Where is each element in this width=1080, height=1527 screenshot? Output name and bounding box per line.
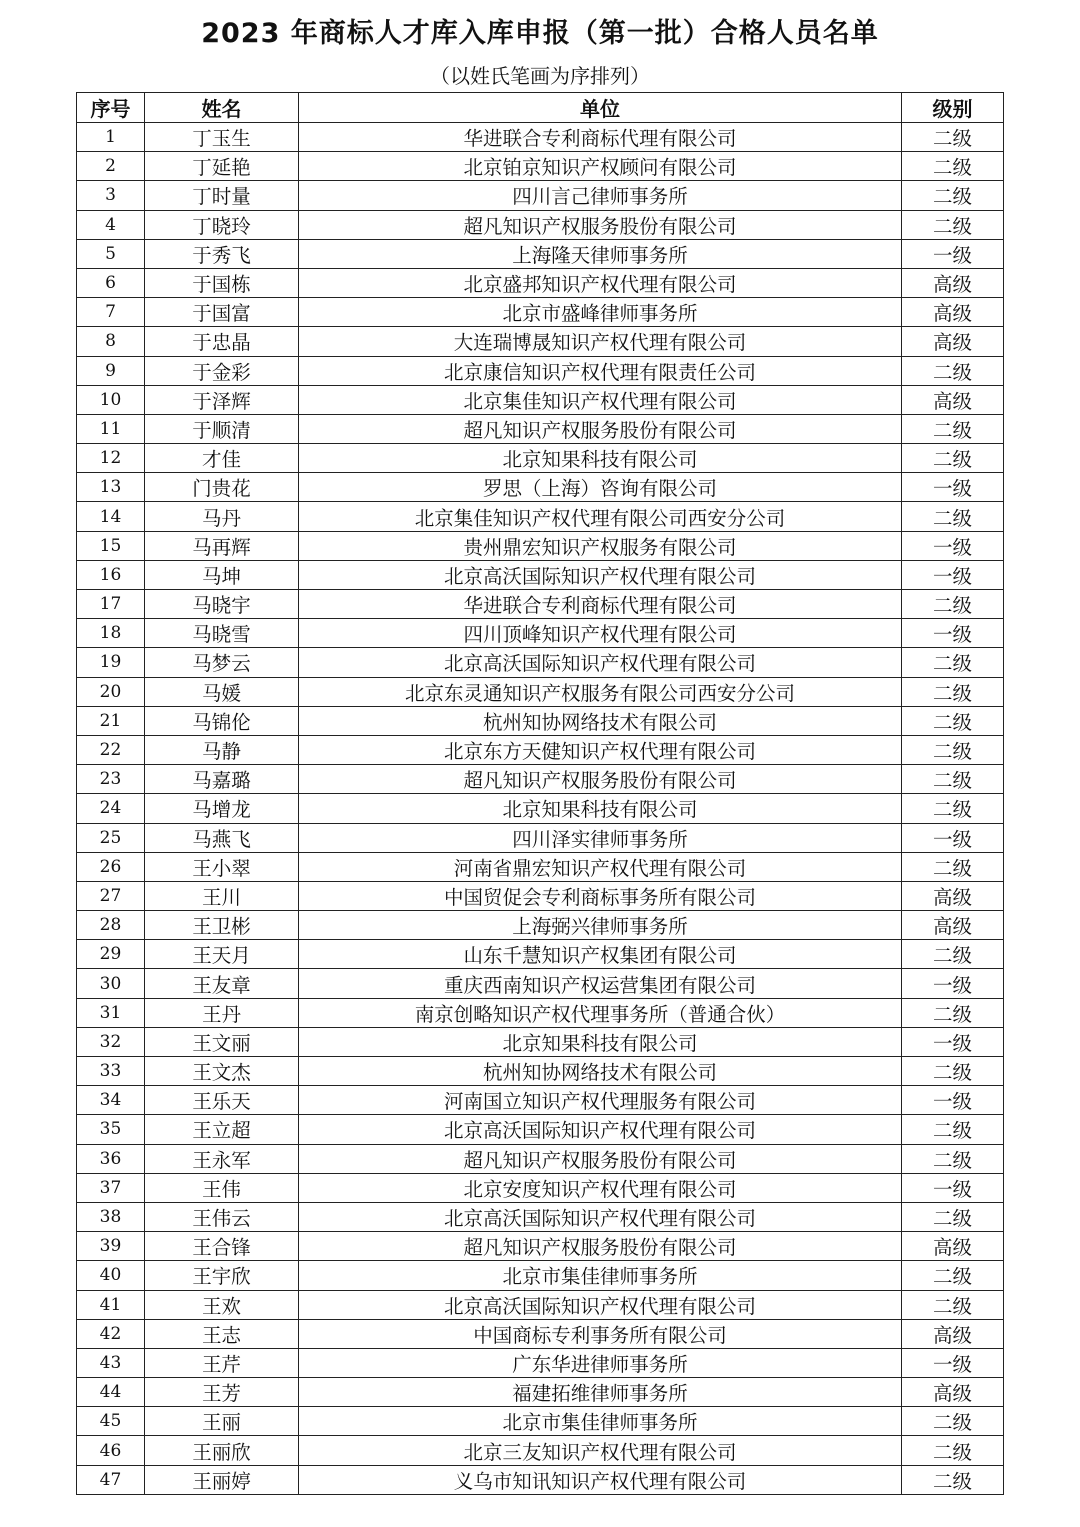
- cell-unit: 北京东灵通知识产权服务有限公司西安分公司: [299, 677, 902, 706]
- table-row: [77, 1378, 1004, 1407]
- cell-unit: 杭州知协网络技术有限公司: [299, 1057, 902, 1086]
- cell-name: 王卫彬: [145, 911, 299, 940]
- cell-level: 二级: [902, 152, 1004, 181]
- cell-name: 王丽婷: [145, 1465, 299, 1494]
- table-row: [77, 356, 1004, 385]
- cell-name: 马晓宇: [145, 590, 299, 619]
- cell-level: 二级: [902, 706, 1004, 735]
- cell-seq: 18: [77, 619, 145, 648]
- cell-unit: 北京东方天健知识产权代理有限公司: [299, 735, 902, 764]
- cell-level: 一级: [902, 1027, 1004, 1056]
- cell-seq: 37: [77, 1173, 145, 1202]
- cell-seq: 30: [77, 969, 145, 998]
- cell-level: 一级: [902, 473, 1004, 502]
- cell-level: 一级: [902, 1173, 1004, 1202]
- cell-seq: 26: [77, 852, 145, 881]
- cell-name: 马嘉璐: [145, 765, 299, 794]
- cell-unit: 大连瑞博晟知识产权代理有限公司: [299, 327, 902, 356]
- cell-level: 二级: [902, 1465, 1004, 1494]
- cell-unit: 北京集佳知识产权代理有限公司: [299, 385, 902, 414]
- cell-seq: 41: [77, 1290, 145, 1319]
- cell-level: 高级: [902, 1319, 1004, 1348]
- table-row: [77, 1086, 1004, 1115]
- table-row: [77, 531, 1004, 560]
- cell-level: 一级: [902, 969, 1004, 998]
- cell-seq: 13: [77, 473, 145, 502]
- cell-name: 于忠晶: [145, 327, 299, 356]
- cell-name: 马增龙: [145, 794, 299, 823]
- cell-unit: 北京盛邦知识产权代理有限公司: [299, 268, 902, 297]
- cell-unit: 福建拓维律师事务所: [299, 1378, 902, 1407]
- cell-seq: 34: [77, 1086, 145, 1115]
- table-row: [77, 794, 1004, 823]
- table-row: [77, 1261, 1004, 1290]
- cell-level: 二级: [902, 444, 1004, 473]
- cell-seq: 33: [77, 1057, 145, 1086]
- cell-unit: 河南省鼎宏知识产权代理有限公司: [299, 852, 902, 881]
- cell-level: 二级: [902, 735, 1004, 764]
- cell-seq: 17: [77, 590, 145, 619]
- cell-level: 一级: [902, 823, 1004, 852]
- cell-name: 王伟: [145, 1173, 299, 1202]
- cell-level: 二级: [902, 1261, 1004, 1290]
- cell-seq: 31: [77, 998, 145, 1027]
- cell-level: 二级: [902, 1115, 1004, 1144]
- cell-seq: 4: [77, 210, 145, 239]
- cell-level: 二级: [902, 794, 1004, 823]
- table-row: [77, 1115, 1004, 1144]
- table-row: [77, 1144, 1004, 1173]
- cell-level: 一级: [902, 1348, 1004, 1377]
- cell-unit: 北京市集佳律师事务所: [299, 1407, 902, 1436]
- cell-unit: 义乌市知讯知识产权代理有限公司: [299, 1465, 902, 1494]
- cell-seq: 42: [77, 1319, 145, 1348]
- cell-unit: 北京康信知识产权代理有限责任公司: [299, 356, 902, 385]
- table-row: [77, 1290, 1004, 1319]
- cell-unit: 超凡知识产权服务股份有限公司: [299, 765, 902, 794]
- table-row: [77, 677, 1004, 706]
- cell-seq: 36: [77, 1144, 145, 1173]
- cell-unit: 重庆西南知识产权运营集团有限公司: [299, 969, 902, 998]
- header-level: 级别: [902, 93, 1004, 123]
- cell-name: 王小翠: [145, 852, 299, 881]
- table-row: [77, 560, 1004, 589]
- cell-name: 马丹: [145, 502, 299, 531]
- cell-level: 二级: [902, 414, 1004, 443]
- table-row: [77, 298, 1004, 327]
- cell-level: 二级: [902, 356, 1004, 385]
- cell-unit: 华进联合专利商标代理有限公司: [299, 123, 902, 152]
- cell-name: 马燕飞: [145, 823, 299, 852]
- cell-level: 二级: [902, 648, 1004, 677]
- table-row: [77, 823, 1004, 852]
- cell-name: 门贵花: [145, 473, 299, 502]
- table-row: [77, 181, 1004, 210]
- cell-name: 马媛: [145, 677, 299, 706]
- table-row: [77, 123, 1004, 152]
- cell-unit: 北京知果科技有限公司: [299, 444, 902, 473]
- cell-seq: 8: [77, 327, 145, 356]
- cell-seq: 43: [77, 1348, 145, 1377]
- cell-unit: 杭州知协网络技术有限公司: [299, 706, 902, 735]
- cell-name: 马锦伦: [145, 706, 299, 735]
- cell-unit: 贵州鼎宏知识产权服务有限公司: [299, 531, 902, 560]
- cell-name: 丁玉生: [145, 123, 299, 152]
- cell-unit: 广东华进律师事务所: [299, 1348, 902, 1377]
- cell-seq: 15: [77, 531, 145, 560]
- cell-level: 高级: [902, 1232, 1004, 1261]
- cell-level: 二级: [902, 940, 1004, 969]
- cell-unit: 超凡知识产权服务股份有限公司: [299, 414, 902, 443]
- cell-name: 马坤: [145, 560, 299, 589]
- cell-level: 二级: [902, 181, 1004, 210]
- cell-unit: 北京高沃国际知识产权代理有限公司: [299, 560, 902, 589]
- cell-level: 高级: [902, 1378, 1004, 1407]
- table-row: [77, 911, 1004, 940]
- cell-name: 王宇欣: [145, 1261, 299, 1290]
- cell-unit: 河南国立知识产权代理服务有限公司: [299, 1086, 902, 1115]
- cell-level: 二级: [902, 123, 1004, 152]
- cell-seq: 32: [77, 1027, 145, 1056]
- cell-level: 一级: [902, 239, 1004, 268]
- table-row: [77, 940, 1004, 969]
- cell-seq: 21: [77, 706, 145, 735]
- cell-level: 高级: [902, 385, 1004, 414]
- cell-unit: 北京市集佳律师事务所: [299, 1261, 902, 1290]
- cell-seq: 12: [77, 444, 145, 473]
- cell-seq: 47: [77, 1465, 145, 1494]
- cell-unit: 北京铂京知识产权顾问有限公司: [299, 152, 902, 181]
- cell-unit: 北京高沃国际知识产权代理有限公司: [299, 648, 902, 677]
- cell-seq: 19: [77, 648, 145, 677]
- cell-level: 二级: [902, 502, 1004, 531]
- cell-name: 马再辉: [145, 531, 299, 560]
- cell-seq: 20: [77, 677, 145, 706]
- cell-level: 二级: [902, 998, 1004, 1027]
- cell-level: 二级: [902, 765, 1004, 794]
- cell-unit: 罗思（上海）咨询有限公司: [299, 473, 902, 502]
- cell-seq: 9: [77, 356, 145, 385]
- cell-unit: 华进联合专利商标代理有限公司: [299, 590, 902, 619]
- table-row: [77, 998, 1004, 1027]
- table-row: [77, 1232, 1004, 1261]
- table-row: [77, 1407, 1004, 1436]
- cell-seq: 7: [77, 298, 145, 327]
- cell-name: 丁延艳: [145, 152, 299, 181]
- cell-level: 二级: [902, 1407, 1004, 1436]
- cell-unit: 北京高沃国际知识产权代理有限公司: [299, 1202, 902, 1231]
- cell-level: 二级: [902, 852, 1004, 881]
- cell-name: 马晓雪: [145, 619, 299, 648]
- table-row: [77, 1057, 1004, 1086]
- cell-name: 于国富: [145, 298, 299, 327]
- cell-name: 王立超: [145, 1115, 299, 1144]
- cell-seq: 1: [77, 123, 145, 152]
- table-row: [77, 152, 1004, 181]
- cell-seq: 11: [77, 414, 145, 443]
- table-row: [77, 735, 1004, 764]
- cell-seq: 46: [77, 1436, 145, 1465]
- cell-unit: 中国商标专利事务所有限公司: [299, 1319, 902, 1348]
- table-row: [77, 327, 1004, 356]
- table-row: [77, 852, 1004, 881]
- cell-name: 于金彩: [145, 356, 299, 385]
- cell-unit: 北京知果科技有限公司: [299, 1027, 902, 1056]
- cell-level: 二级: [902, 1057, 1004, 1086]
- cell-name: 王志: [145, 1319, 299, 1348]
- cell-level: 一级: [902, 531, 1004, 560]
- cell-name: 马静: [145, 735, 299, 764]
- cell-name: 于国栋: [145, 268, 299, 297]
- header-unit: 单位: [299, 93, 902, 123]
- cell-unit: 上海弼兴律师事务所: [299, 911, 902, 940]
- table-row: [77, 619, 1004, 648]
- cell-seq: 16: [77, 560, 145, 589]
- table-row: [77, 1202, 1004, 1231]
- table-row: [77, 648, 1004, 677]
- cell-seq: 3: [77, 181, 145, 210]
- cell-seq: 40: [77, 1261, 145, 1290]
- cell-name: 于秀飞: [145, 239, 299, 268]
- cell-seq: 29: [77, 940, 145, 969]
- cell-name: 王合锋: [145, 1232, 299, 1261]
- table-row: [77, 210, 1004, 239]
- cell-level: 高级: [902, 327, 1004, 356]
- cell-name: 王文杰: [145, 1057, 299, 1086]
- table-row: [77, 1173, 1004, 1202]
- cell-seq: 28: [77, 911, 145, 940]
- cell-name: 王友章: [145, 969, 299, 998]
- cell-level: 高级: [902, 881, 1004, 910]
- table-row: [77, 706, 1004, 735]
- cell-unit: 北京集佳知识产权代理有限公司西安分公司: [299, 502, 902, 531]
- cell-name: 丁晓玲: [145, 210, 299, 239]
- cell-level: 二级: [902, 590, 1004, 619]
- cell-unit: 北京安度知识产权代理有限公司: [299, 1173, 902, 1202]
- cell-level: 一级: [902, 1086, 1004, 1115]
- cell-seq: 14: [77, 502, 145, 531]
- table-row: [77, 1319, 1004, 1348]
- header-name: 姓名: [145, 93, 299, 123]
- table-row: [77, 502, 1004, 531]
- cell-seq: 39: [77, 1232, 145, 1261]
- cell-level: 一级: [902, 560, 1004, 589]
- cell-name: 王乐天: [145, 1086, 299, 1115]
- cell-seq: 22: [77, 735, 145, 764]
- cell-unit: 四川顶峰知识产权代理有限公司: [299, 619, 902, 648]
- personnel-table: [76, 92, 1004, 1495]
- cell-unit: 四川言己律师事务所: [299, 181, 902, 210]
- table-row: [77, 1436, 1004, 1465]
- cell-level: 二级: [902, 1144, 1004, 1173]
- cell-seq: 27: [77, 881, 145, 910]
- cell-level: 二级: [902, 1202, 1004, 1231]
- cell-name: 于泽辉: [145, 385, 299, 414]
- cell-unit: 山东千慧知识产权集团有限公司: [299, 940, 902, 969]
- cell-level: 二级: [902, 210, 1004, 239]
- cell-unit: 南京创略知识产权代理事务所（普通合伙）: [299, 998, 902, 1027]
- cell-unit: 北京高沃国际知识产权代理有限公司: [299, 1290, 902, 1319]
- cell-name: 王川: [145, 881, 299, 910]
- cell-level: 二级: [902, 677, 1004, 706]
- cell-name: 王永军: [145, 1144, 299, 1173]
- cell-seq: 25: [77, 823, 145, 852]
- cell-name: 王文丽: [145, 1027, 299, 1056]
- cell-seq: 24: [77, 794, 145, 823]
- cell-unit: 北京市盛峰律师事务所: [299, 298, 902, 327]
- header-seq: 序号: [77, 93, 145, 123]
- table-row: [77, 1027, 1004, 1056]
- table-header-row: [77, 93, 1004, 123]
- table-row: [77, 473, 1004, 502]
- cell-seq: 35: [77, 1115, 145, 1144]
- page-title: 2023 年商标人才库入库申报（第一批）合格人员名单: [201, 18, 879, 49]
- cell-level: 二级: [902, 1436, 1004, 1465]
- cell-name: 王丽欣: [145, 1436, 299, 1465]
- cell-name: 马梦云: [145, 648, 299, 677]
- table-row: [77, 881, 1004, 910]
- cell-name: 王芳: [145, 1378, 299, 1407]
- cell-level: 二级: [902, 1290, 1004, 1319]
- table-row: [77, 268, 1004, 297]
- cell-seq: 2: [77, 152, 145, 181]
- cell-seq: 38: [77, 1202, 145, 1231]
- cell-seq: 45: [77, 1407, 145, 1436]
- cell-level: 高级: [902, 911, 1004, 940]
- cell-level: 高级: [902, 298, 1004, 327]
- cell-unit: 中国贸促会专利商标事务所有限公司: [299, 881, 902, 910]
- cell-name: 王丹: [145, 998, 299, 1027]
- cell-seq: 5: [77, 239, 145, 268]
- cell-name: 王芹: [145, 1348, 299, 1377]
- cell-unit: 四川泽实律师事务所: [299, 823, 902, 852]
- cell-name: 王伟云: [145, 1202, 299, 1231]
- table-row: [77, 385, 1004, 414]
- cell-unit: 北京高沃国际知识产权代理有限公司: [299, 1115, 902, 1144]
- cell-name: 王欢: [145, 1290, 299, 1319]
- cell-level: 一级: [902, 619, 1004, 648]
- cell-unit: 超凡知识产权服务股份有限公司: [299, 210, 902, 239]
- cell-name: 才佳: [145, 444, 299, 473]
- cell-name: 王天月: [145, 940, 299, 969]
- cell-seq: 23: [77, 765, 145, 794]
- cell-unit: 超凡知识产权服务股份有限公司: [299, 1144, 902, 1173]
- cell-seq: 10: [77, 385, 145, 414]
- cell-unit: 北京知果科技有限公司: [299, 794, 902, 823]
- table-row: [77, 969, 1004, 998]
- cell-unit: 超凡知识产权服务股份有限公司: [299, 1232, 902, 1261]
- page-subtitle: （以姓氏笔画为序排列）: [430, 64, 650, 88]
- cell-name: 丁时量: [145, 181, 299, 210]
- table-row: [77, 590, 1004, 619]
- table-row: [77, 1348, 1004, 1377]
- table-row: [77, 239, 1004, 268]
- table-row: [77, 444, 1004, 473]
- cell-name: 王丽: [145, 1407, 299, 1436]
- cell-seq: 44: [77, 1378, 145, 1407]
- table-row: [77, 414, 1004, 443]
- table-row: [77, 765, 1004, 794]
- cell-unit: 上海隆天律师事务所: [299, 239, 902, 268]
- cell-unit: 北京三友知识产权代理有限公司: [299, 1436, 902, 1465]
- cell-name: 于顺清: [145, 414, 299, 443]
- table-row: [77, 1465, 1004, 1494]
- cell-level: 高级: [902, 268, 1004, 297]
- cell-seq: 6: [77, 268, 145, 297]
